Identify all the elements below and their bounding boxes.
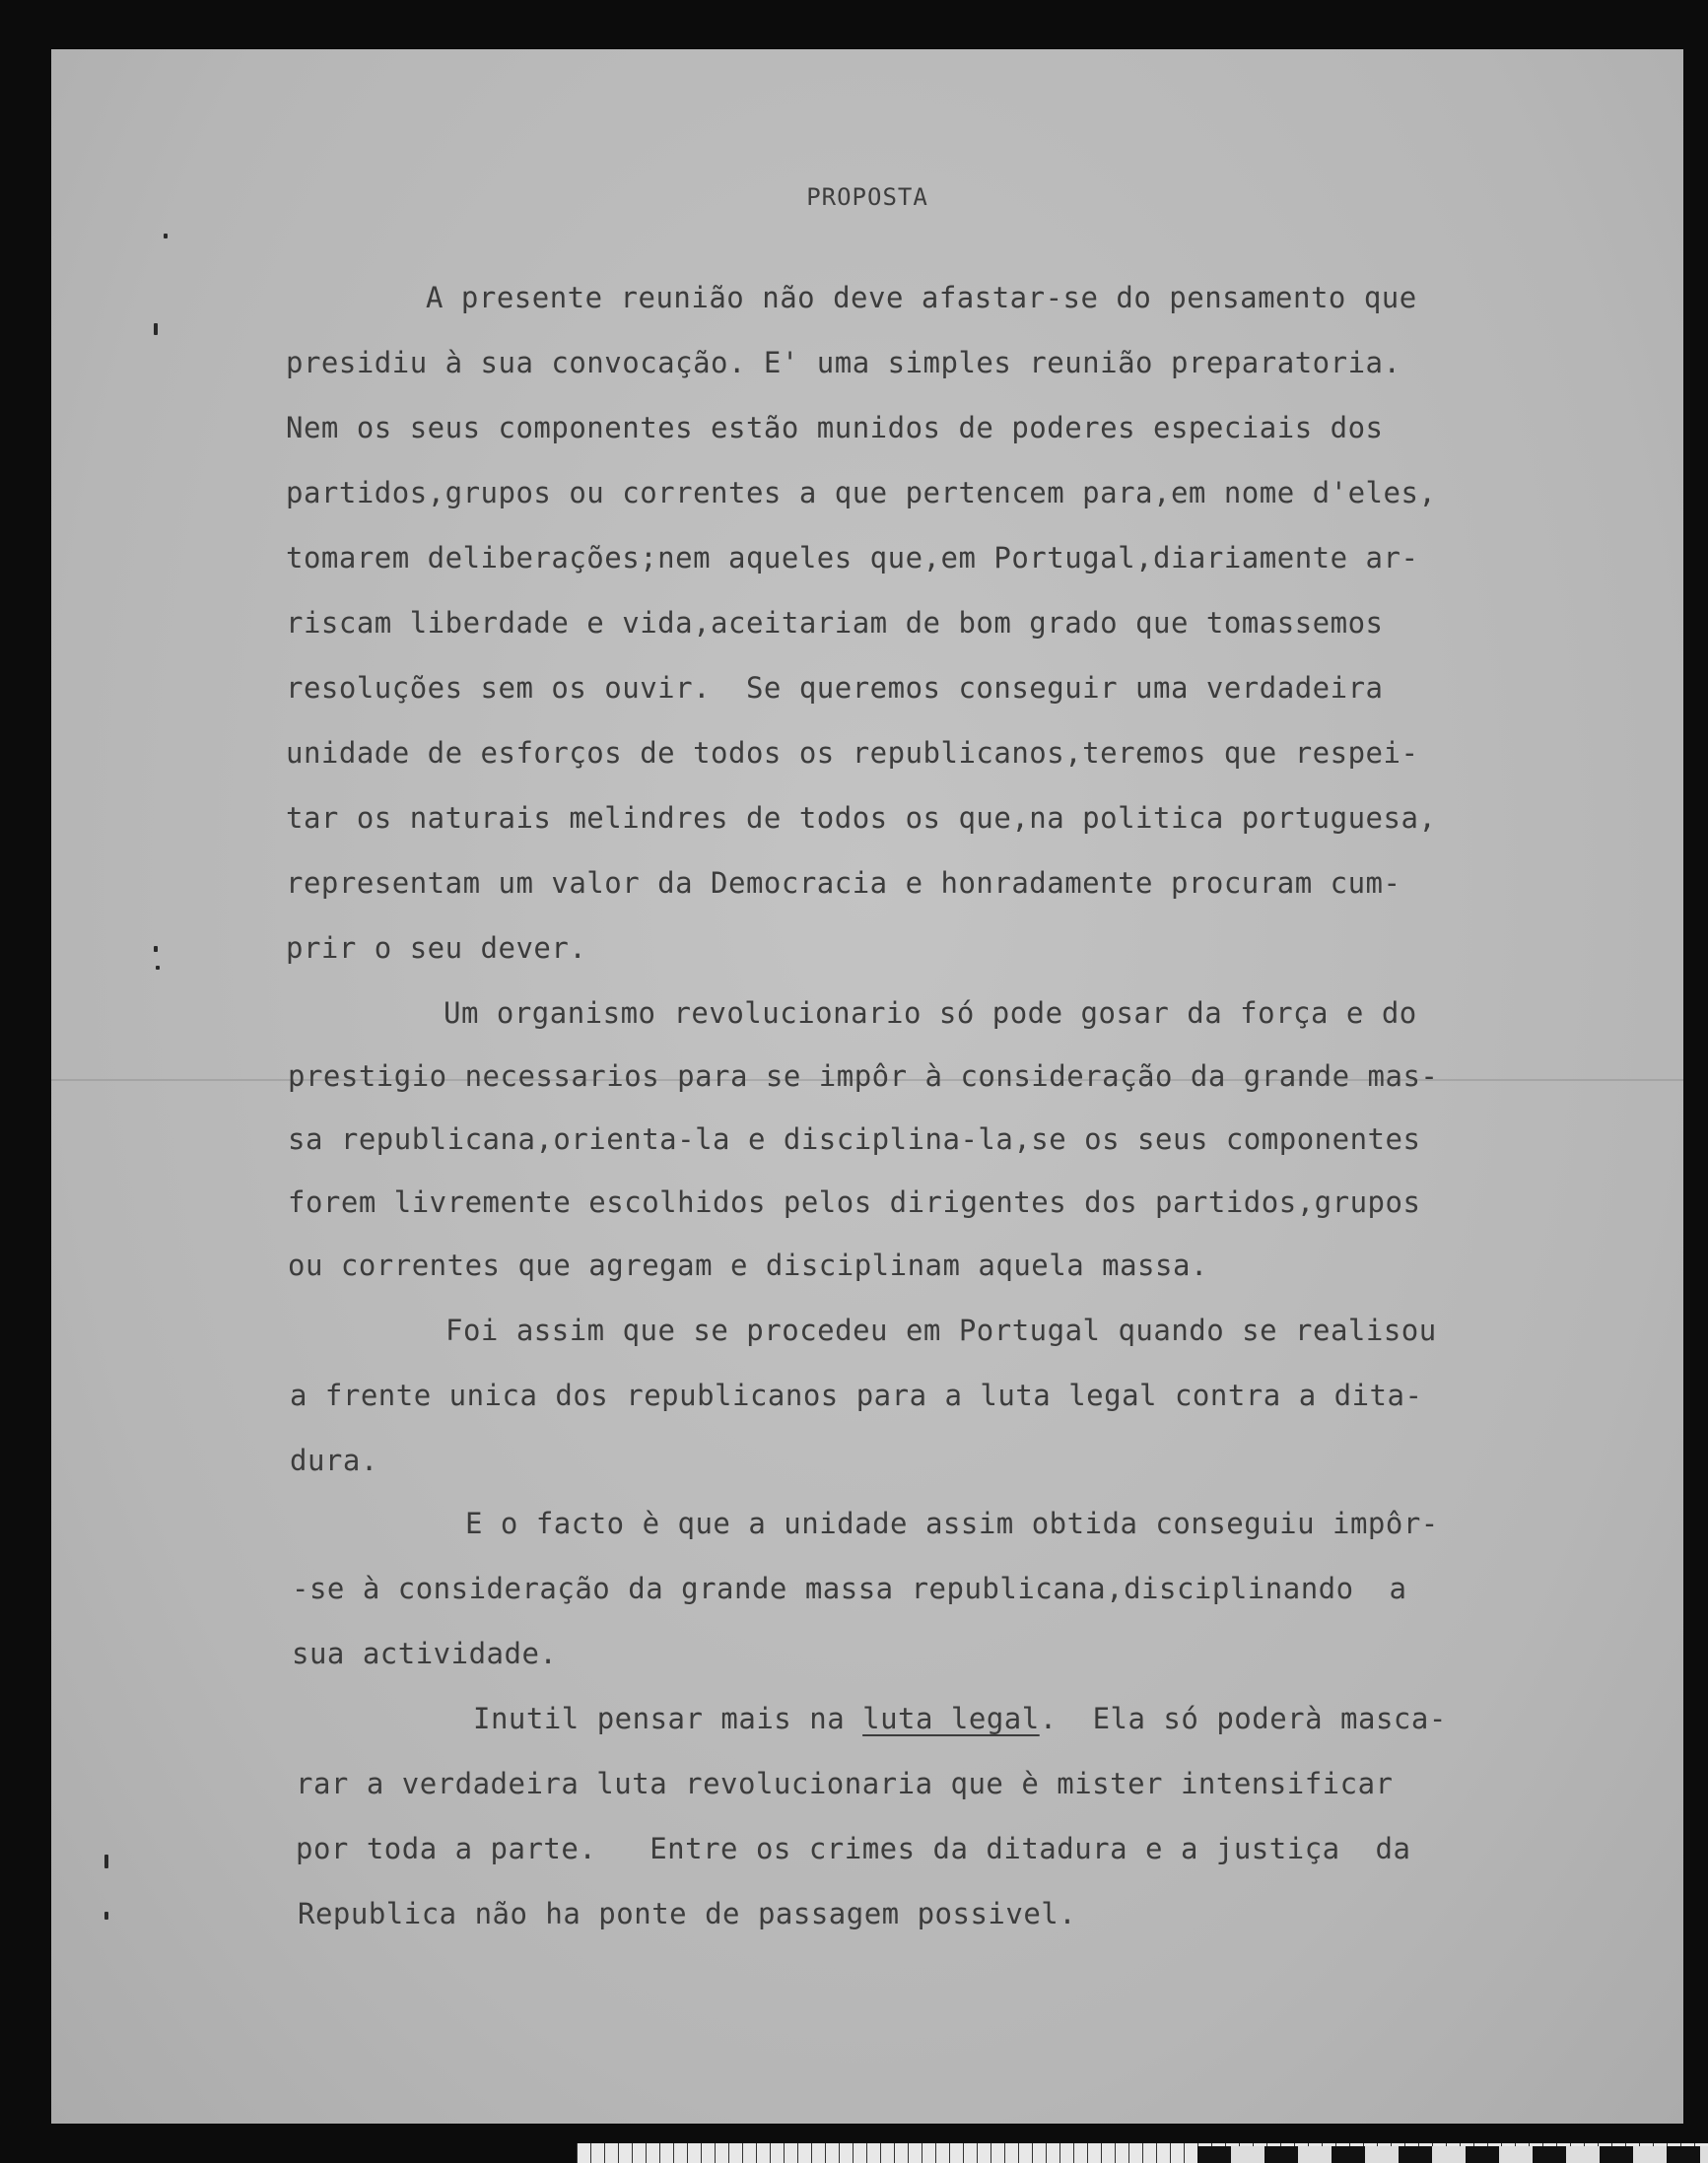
document-page — [51, 49, 1683, 2124]
text-line-9: tar os naturais melindres de todos os que,na politica portuguesa, — [286, 801, 1437, 835]
underlined-phrase: luta legal — [862, 1702, 1040, 1735]
text-line-23-end: . Ela só poderà masca- — [1039, 1702, 1447, 1735]
text-line-1: A presente reunião não deve afastar-se do pensamento que — [426, 281, 1417, 314]
document-title: PROPOSTA — [806, 183, 928, 211]
text-line-8: unidade de esforços de todos os republicanos,teremos que respei- — [286, 736, 1419, 770]
text-line-11: prir o seu dever. — [286, 931, 587, 965]
text-line-3: Nem os seus componentes estão munidos de poderes especiais dos — [286, 411, 1384, 444]
text-line-25: por toda a parte. Entre os crimes da ditadura e a justiça da — [296, 1832, 1411, 1865]
text-line-12: Um organismo revolucionario só pode gosar da força e do — [444, 996, 1417, 1030]
text-line-16: ou correntes que agregam e disciplinam aquela massa. — [288, 1249, 1208, 1282]
text-line-7: resoluções sem os ouvir. Se queremos conseguir uma verdadeira — [286, 671, 1384, 705]
text-line-5: tomarem deliberações;nem aqueles que,em Portugal,diariamente ar- — [286, 541, 1419, 575]
text-line-4: partidos,grupos ou correntes a que pertencem para,em nome d'eles, — [286, 476, 1437, 509]
text-line-24: rar a verdadeira luta revolucionaria que è mister intensificar — [296, 1767, 1394, 1800]
text-line-19: dura. — [290, 1444, 378, 1477]
margin-mark — [164, 234, 168, 238]
text-line-14: sa republicana,orienta-la e disciplina-la,se os seus componentes — [288, 1122, 1421, 1156]
color-scale-bar — [1197, 2146, 1708, 2163]
margin-mark — [154, 323, 158, 335]
text-line-18: a frente unica dos republicanos para a luta legal contra a dita- — [290, 1379, 1423, 1412]
text-line-13: prestigio necessarios para se impôr à consideração da grande mas- — [288, 1059, 1439, 1093]
text-line-6: riscam liberdade e vida,aceitariam de bom grado que tomassemos — [286, 606, 1384, 640]
margin-mark — [156, 966, 160, 970]
text-line-17: Foi assim que se procedeu em Portugal quando se realisou — [445, 1314, 1437, 1347]
text-line-2: presidiu à sua convocação. E' uma simples reunião preparatoria. — [286, 346, 1401, 379]
text-line-10: representam um valor da Democracia e honradamente procuram cum- — [286, 866, 1401, 900]
text-line-20: E o facto è que a unidade assim obtida conseguiu impôr- — [465, 1507, 1439, 1540]
text-line-23 — [473, 1699, 1447, 1738]
margin-mark — [104, 1912, 108, 1920]
margin-mark — [154, 946, 158, 952]
text-line-21: -se à consideração da grande massa republicana,disciplinando a — [292, 1572, 1407, 1605]
text-line-23-start: Inutil pensar mais na — [473, 1702, 863, 1735]
text-line-22: sua actividade. — [292, 1637, 558, 1670]
margin-mark — [104, 1855, 108, 1868]
text-line-26: Republica não ha ponte de passagem possivel. — [298, 1897, 1077, 1930]
text-line-15: forem livremente escolhidos pelos dirigentes dos partidos,grupos — [288, 1185, 1421, 1219]
